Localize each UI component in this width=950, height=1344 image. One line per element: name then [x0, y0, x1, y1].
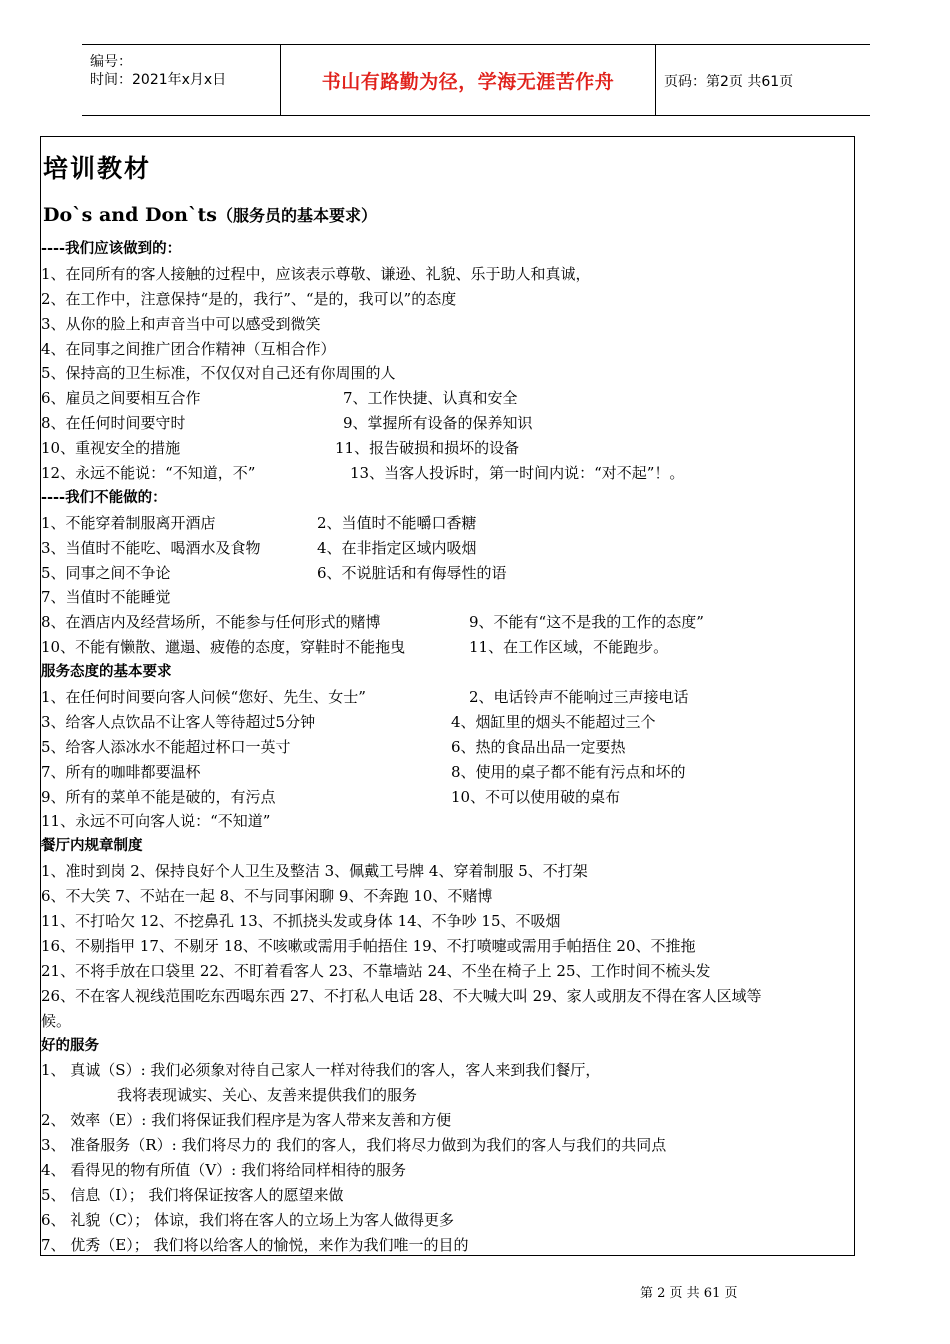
content-line: [41, 934, 856, 959]
line-text-secondary: 6、不说脏话和有侮辱性的语: [317, 563, 507, 582]
line-text: 10、不能有懒散、邋遢、疲倦的态度，穿鞋时不能拖曳: [41, 638, 406, 657]
content-line: [41, 536, 856, 561]
line-text-secondary: 2、当值时不能嚼口香糖: [317, 513, 477, 532]
line-text: 6、雇员之间要相互合作: [41, 389, 201, 408]
document-subtitle: [43, 203, 377, 226]
line-text: 6、 礼貌（C）； 体谅，我们将在客人的立场上为客人做得更多: [41, 1210, 455, 1229]
content-line: [41, 337, 856, 362]
content-line: [41, 287, 856, 312]
line-text: 1、在同所有的客人接触的过程中，应该表示尊敬、谦逊、礼貌、乐于助人和真诚，: [41, 264, 591, 283]
line-text: 好的服务: [41, 1037, 99, 1054]
page-header: [82, 44, 870, 116]
line-text: 我将表现诚实、关心、友善来提供我们的服务: [117, 1086, 418, 1105]
content-line: [41, 1009, 856, 1034]
content-line: [41, 884, 856, 909]
header-divider: [655, 45, 656, 115]
line-text-secondary: 7、工作快捷、认真和安全: [343, 389, 518, 408]
line-text-secondary: 10、不可以使用破的桌布: [451, 787, 621, 806]
content-line: [41, 1133, 856, 1158]
line-text: 8、在酒店内及经营场所，不能参与任何形式的赌博: [41, 613, 381, 632]
line-text: 7、 优秀（E）； 我们将以给客人的愉悦，来作为我们唯一的目的: [41, 1235, 469, 1254]
line-text-secondary: 13、当客人投诉时，第一时间内说：“对不起”！。: [350, 464, 685, 483]
content-line: [41, 262, 856, 287]
line-text-secondary: 9、掌握所有设备的保养知识: [343, 414, 533, 433]
line-text: ----我们应该做到的：: [41, 241, 182, 257]
content-line: [41, 785, 856, 810]
line-text: 6、不大笑 7、不站在一起 8、不与同事闲聊 9、不奔跑 10、不赌博: [41, 887, 493, 906]
line-text: 2、 效率（E）: 我们将保证我们程序是为客人带来友善和方便: [41, 1111, 452, 1130]
content-line: [41, 984, 856, 1009]
line-text-secondary: 2、电话铃声不能响过三声接电话: [469, 688, 689, 707]
content-line: [41, 461, 856, 486]
line-text: 1、准时到岗 2、保持良好个人卫生及整洁 3、佩戴工号牌 4、穿着制服 5、不打架: [41, 862, 588, 881]
content-line: [41, 685, 856, 710]
section-heading: [41, 834, 856, 859]
section-heading: [41, 660, 856, 685]
content-line: [41, 859, 856, 884]
line-text-secondary: 9、不能有“这不是我的工作的态度”: [469, 613, 704, 632]
code-label: 编号：: [90, 54, 132, 70]
line-text: 11、永远不可向客人说：“不知道”: [41, 812, 271, 831]
subtitle-chinese: （服务员的基本要求）: [216, 206, 377, 225]
content-line: [41, 561, 856, 586]
line-text-secondary: 11、在工作区域，不能跑步。: [469, 638, 669, 657]
content-lines: [41, 237, 856, 1258]
line-text-secondary: 4、烟缸里的烟头不能超过三个: [451, 712, 656, 731]
line-text: 16、不剔指甲 17、不剔牙 18、不咳嗽或需用手帕捂住 19、不打喷嚏或需用手帕捂住 20、不推拖: [41, 936, 696, 955]
section-heading: [41, 486, 856, 511]
content-line: [41, 610, 856, 635]
content-line: [41, 312, 856, 337]
content-line: [41, 710, 856, 735]
content-line: [41, 1108, 856, 1133]
content-line: [41, 1233, 856, 1258]
line-text: 26、不在客人视线范围吃东西喝东西 27、不打私人电话 28、不大喊大叫 29、家人或朋友不得在客人区域等: [41, 986, 762, 1005]
line-text-secondary: 6、热的食品出品一定要热: [451, 737, 626, 756]
line-text: 4、 看得见的物有所值（V）: 我们将给同样相待的服务: [41, 1160, 406, 1179]
line-text: 候。: [41, 1011, 72, 1030]
content-line: [41, 635, 856, 660]
line-text: 5、 信息（I）； 我们将保证按客人的愿望来做: [41, 1185, 344, 1204]
line-text: 9、所有的菜单不能是破的，有污点: [41, 787, 276, 806]
section-heading: [41, 1034, 856, 1059]
line-text: 1、 真诚（S）: 我们必须象对待自己家人一样对待我们的客人，客人来到我们餐厅，: [41, 1061, 601, 1080]
line-text: 12、永远不能说：“不知道，不”: [41, 464, 256, 483]
content-line: [41, 1083, 856, 1108]
content-line: [41, 959, 856, 984]
line-text: 7、当值时不能睡觉: [41, 588, 171, 607]
subtitle-english: Do`s and Don`ts: [43, 204, 217, 226]
content-line: [41, 511, 856, 536]
header-page-info: 页码：第2页 共61页: [664, 74, 794, 90]
document-title: 培训教材: [43, 154, 152, 183]
content-line: [41, 386, 856, 411]
line-text-secondary: 11、报告破损和损坏的设备: [335, 439, 520, 458]
line-text: 1、不能穿着制服离开酒店: [41, 513, 216, 532]
line-text-secondary: 8、使用的桌子都不能有污点和坏的: [451, 762, 686, 781]
content-line: [41, 735, 856, 760]
line-text: 4、在同事之间推广团合作精神（互相合作）: [41, 339, 336, 358]
content-line: [41, 436, 856, 461]
section-heading: [41, 237, 856, 262]
content-line: [41, 760, 856, 785]
line-text: 3、 准备服务（R）: 我们将尽力的 我们的客人，我们将尽力做到为我们的客人与我们的共同点: [41, 1136, 667, 1155]
content-line: [41, 1058, 856, 1083]
content-line: [41, 1208, 856, 1233]
content-line: [41, 1183, 856, 1208]
content-line: [41, 1158, 856, 1183]
content-line: [41, 909, 856, 934]
content-line: [41, 809, 856, 834]
line-text: 2、在工作中，注意保持“是的，我行”、“是的，我可以”的态度: [41, 289, 457, 308]
line-text: 21、不将手放在口袋里 22、不盯着看客人 23、不靠墙站 24、不坐在椅子上 25、工作时间不梳头发: [41, 961, 711, 980]
line-text: 7、所有的咖啡都要温杯: [41, 762, 201, 781]
line-text: 5、给客人添冰水不能超过杯口一英寸: [41, 737, 291, 756]
line-text: 餐厅内规章制度: [41, 838, 143, 855]
line-text: 11、不打哈欠 12、不挖鼻孔 13、不抓挠头发或身体 14、不争吵 15、不吸烟: [41, 912, 561, 931]
content-box: [40, 136, 855, 1256]
line-text-secondary: 4、在非指定区域内吸烟: [317, 538, 477, 557]
time-label: 时间：2021年x月x日: [90, 72, 227, 88]
line-text: 8、在任何时间要守时: [41, 414, 186, 433]
line-text: ----我们不能做的：: [41, 489, 167, 506]
page-footer: 第 2 页 共 61 页: [640, 1286, 738, 1301]
line-text: 5、保持高的卫生标准，不仅仅对自己还有你周围的人: [41, 364, 396, 383]
content-line: [41, 411, 856, 436]
line-text: 1、在任何时间要向客人问候“您好、先生、女士”: [41, 688, 366, 707]
content-line: [41, 585, 856, 610]
content-line: [41, 361, 856, 386]
header-meta: [90, 53, 276, 89]
line-text: 3、给客人点饮品不让客人等待超过5分钟: [41, 712, 316, 731]
line-text: 5、同事之间不争论: [41, 563, 171, 582]
line-text: 10、重视安全的措施: [41, 439, 181, 458]
line-text: 3、从你的脸上和声音当中可以感受到微笑: [41, 314, 321, 333]
header-motto: 书山有路勤为径，学海无涯苦作舟: [321, 71, 615, 93]
line-text: 3、当值时不能吃、喝酒水及食物: [41, 538, 261, 557]
line-text: 服务态度的基本要求: [41, 664, 172, 681]
